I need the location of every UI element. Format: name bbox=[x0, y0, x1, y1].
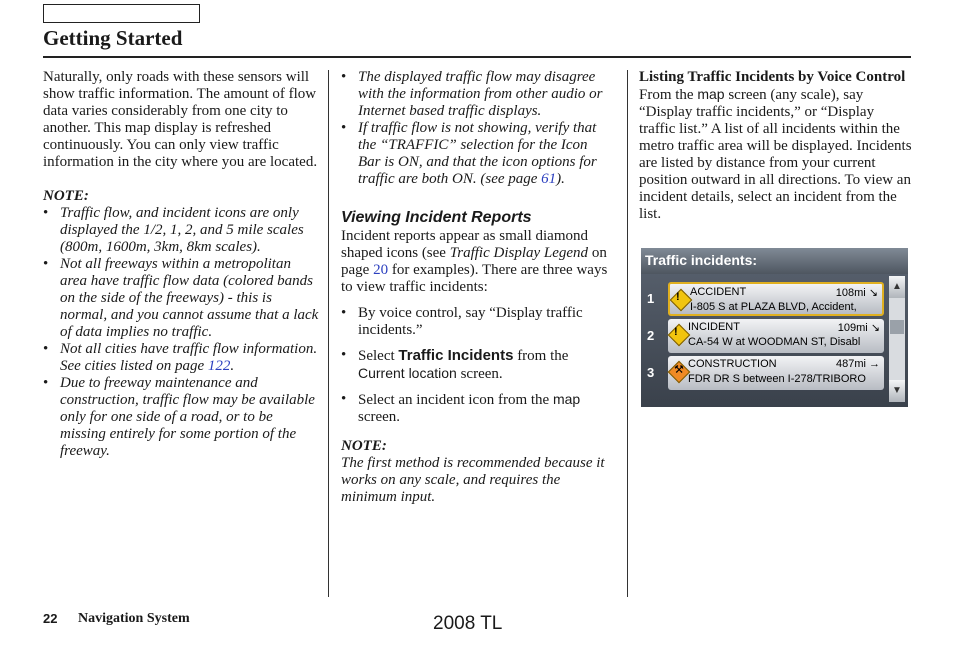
page-number: 22 bbox=[43, 611, 58, 626]
screen-term-current-location: Current location bbox=[358, 365, 457, 381]
screen-term-map: map bbox=[697, 86, 725, 102]
incident-button[interactable] bbox=[668, 282, 884, 316]
scroll-down-button[interactable]: ▼ bbox=[889, 380, 905, 402]
warning-diamond-icon bbox=[668, 324, 691, 347]
text-span: from the bbox=[513, 348, 569, 364]
text-span: screen. bbox=[358, 409, 401, 425]
note-item: • Not all freeways within a metropolitan area have traffic flow data (colored bands on the side of the freeways) - this is normal, and you cannot assume that a lack of data implies no traffic. bbox=[43, 256, 319, 341]
text-span: Select an incident icon from the bbox=[358, 392, 553, 408]
exclamation-icon: ! bbox=[676, 291, 680, 303]
list-scrollbar[interactable] bbox=[889, 276, 905, 402]
legend-reference: Traffic Display Legend bbox=[449, 245, 589, 261]
incident-number: 1 bbox=[647, 291, 655, 306]
page-link-122[interactable]: 122 bbox=[207, 358, 231, 374]
incident-type: ACCIDENT bbox=[690, 286, 747, 298]
incident-type: INCIDENT bbox=[688, 321, 740, 333]
section-heading-viewing: Viewing Incident Reports bbox=[341, 209, 532, 226]
column-divider-2 bbox=[627, 70, 628, 597]
incident-button[interactable] bbox=[668, 356, 884, 390]
note-item: • Due to freeway maintenance and construction, traffic flow may be available only for one side of a road, or to be missing entirely for some portion of the freeway. bbox=[43, 375, 319, 460]
incident-type: CONSTRUCTION bbox=[688, 358, 777, 370]
exclamation-icon: ! bbox=[674, 326, 678, 338]
note-item: • The displayed traffic flow may disagree with the information from other audio or Internet based traffic displays. bbox=[341, 69, 613, 120]
incident-distance: 108mi ↘ bbox=[835, 287, 878, 299]
note-item: • Traffic flow, and incident icons are only displayed the 1/2, 1, 2, and 5 mile scales (800m, 1600m, 3km, 8km scales). bbox=[43, 205, 319, 256]
incident-location: I-805 S at PLAZA BLVD, Accident, bbox=[690, 301, 857, 313]
column-divider-1 bbox=[328, 70, 329, 597]
text-span: screen. bbox=[456, 366, 503, 382]
header-rule bbox=[43, 56, 911, 58]
column-3 bbox=[639, 69, 914, 223]
incident-distance: 109mi ↘ bbox=[837, 322, 880, 334]
listing-paragraph bbox=[639, 86, 914, 223]
column-1 bbox=[43, 69, 319, 460]
worker-icon: ⚒ bbox=[674, 364, 684, 376]
screen-term-map: map bbox=[552, 391, 581, 407]
intro-paragraph: Naturally, only roads with these sensors will show traffic information. The amount of flow data varies considerably from one city to another. This map display is refreshed continuously. You can only view traffic information in the city where you are located. bbox=[43, 69, 318, 170]
incident-number: 3 bbox=[647, 365, 655, 380]
incident-button[interactable] bbox=[668, 319, 884, 353]
note-item bbox=[341, 120, 613, 188]
text-span: Select bbox=[358, 348, 399, 364]
note-label: NOTE: bbox=[341, 438, 387, 454]
page-title: Getting Started bbox=[43, 26, 183, 50]
note-item bbox=[43, 341, 319, 375]
incident-intro-paragraph bbox=[341, 228, 613, 296]
traffic-incidents-screen bbox=[641, 248, 908, 407]
page-link-20[interactable]: 20 bbox=[373, 262, 389, 278]
page-link-61[interactable]: 61 bbox=[541, 171, 557, 187]
text-span: on page bbox=[341, 245, 607, 278]
note-label: NOTE: bbox=[43, 188, 89, 204]
scroll-thumb[interactable] bbox=[890, 320, 904, 334]
text-span: From the bbox=[639, 87, 698, 103]
section-heading-listing: Listing Traffic Incidents by Voice Control bbox=[639, 69, 906, 85]
footer-section: Navigation System bbox=[78, 611, 190, 626]
note-text: . bbox=[230, 358, 235, 374]
note-text: ). bbox=[556, 171, 565, 187]
note-text: The first method is recommended because it works on any scale, and requires the minimum input. bbox=[341, 455, 605, 505]
note-text: Not all cities have traffic flow information. See cities listed on page bbox=[60, 341, 318, 374]
screen-title: Traffic incidents: bbox=[645, 252, 758, 268]
scroll-up-button[interactable]: ▲ bbox=[889, 276, 905, 298]
incident-row[interactable] bbox=[641, 282, 887, 316]
header-tab-box bbox=[43, 4, 200, 23]
text-span: screen (any scale), say “Display traffic incidents,” or “Display traffic list.” A list of all incidents within the metro traffic area will be displayed. Incidents are listed by distance from your current position outward in all directions. To view an incident details, select an incident from the list. bbox=[639, 87, 912, 222]
warning-diamond-icon bbox=[670, 289, 693, 312]
ways-list bbox=[341, 305, 613, 426]
incident-location: FDR DR S between I-278/TRIBORO bbox=[688, 373, 866, 385]
incident-location: CA-54 W at WOODMAN ST, Disabl bbox=[688, 336, 861, 348]
way-item: • By voice control, say “Display traffic incidents.” bbox=[341, 305, 613, 339]
incident-row[interactable] bbox=[641, 356, 887, 390]
way-item bbox=[341, 391, 613, 426]
note-list-continued bbox=[341, 69, 613, 188]
column-2 bbox=[341, 69, 613, 506]
footer-model: 2008 TL bbox=[433, 613, 503, 634]
note-list bbox=[43, 205, 319, 460]
incident-number: 2 bbox=[647, 328, 655, 343]
way-item bbox=[341, 347, 613, 383]
incident-distance: 487mi → bbox=[835, 358, 880, 370]
text-span: Incident reports appear as small diamond shaped icons (see bbox=[341, 228, 589, 261]
note-text: If traffic flow is not showing, verify that the “TRAFFIC” selection for the Icon Bar is ON, and that the icon options for traffic are both ON. (see page bbox=[358, 120, 597, 187]
menu-term-traffic-incidents: Traffic Incidents bbox=[398, 347, 514, 364]
incident-row[interactable] bbox=[641, 319, 887, 353]
text-span: for examples). There are three ways to view traffic incidents: bbox=[341, 262, 608, 295]
